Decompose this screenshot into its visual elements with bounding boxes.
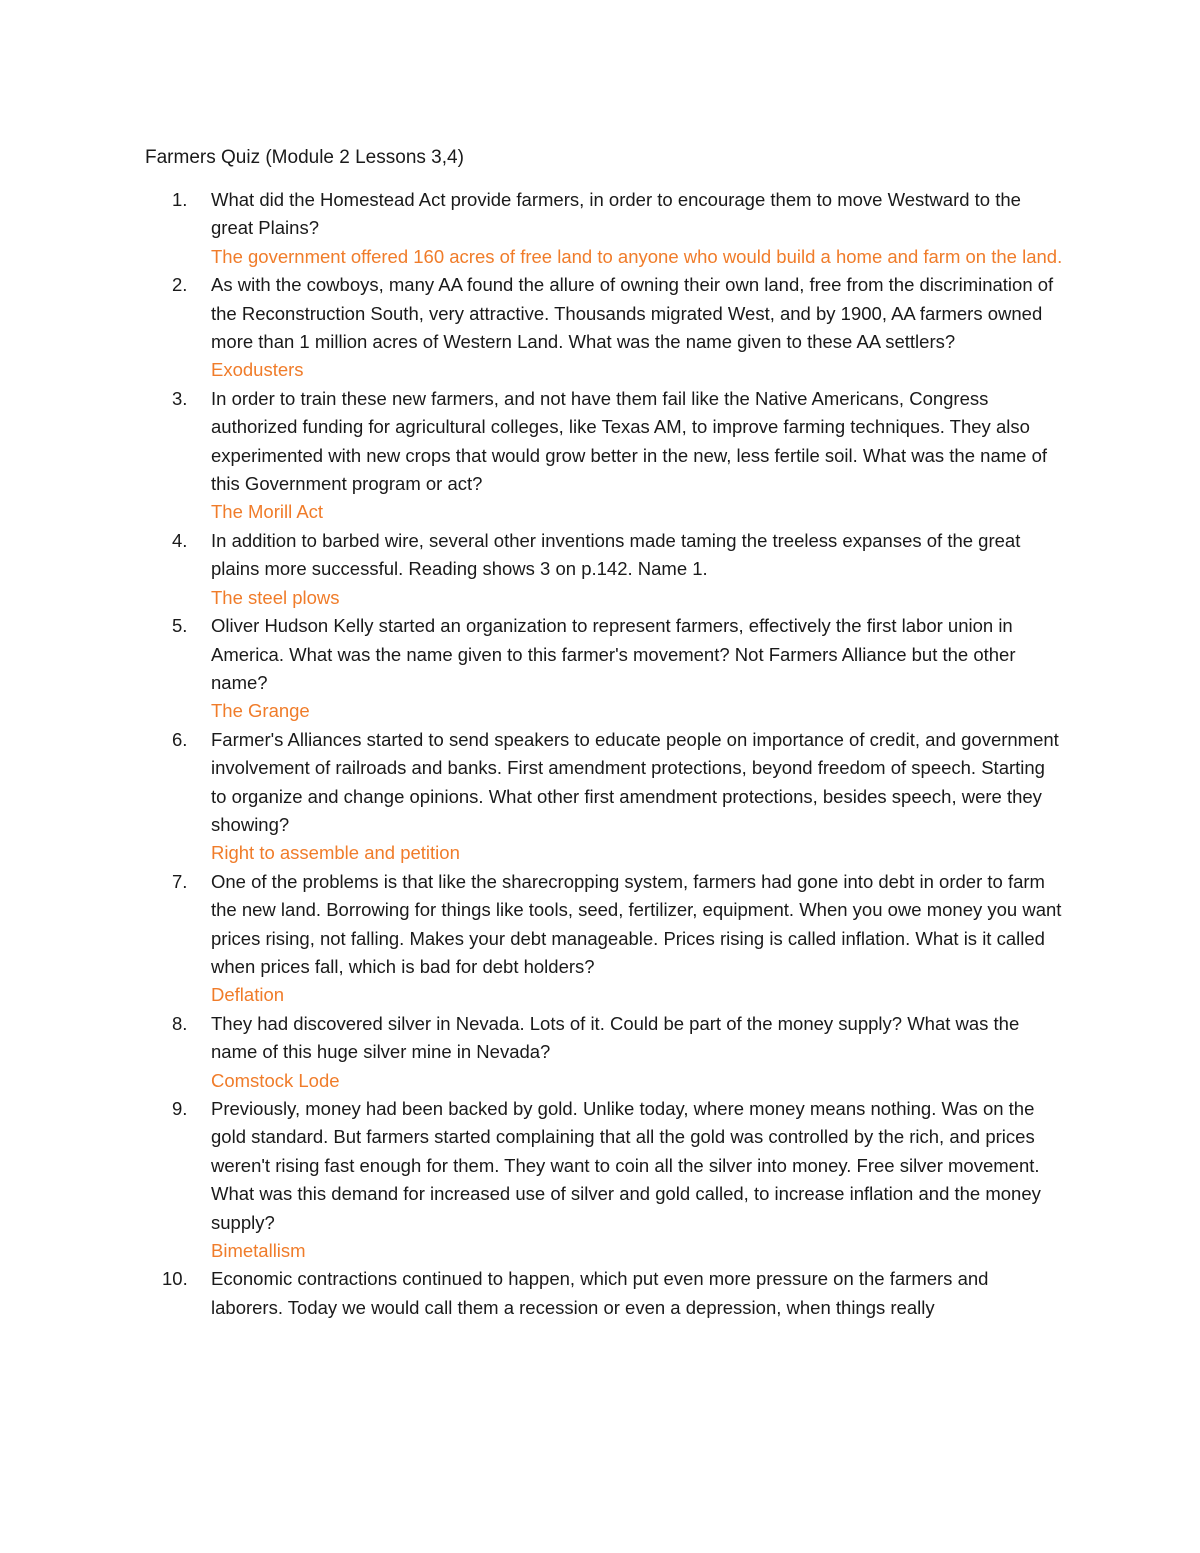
question-number: 6. — [172, 728, 188, 750]
question-item — [145, 1095, 1065, 1265]
question-text: What did the Homestead Act provide farmers, in order to encourage them to move Westward to the great Plains? — [211, 189, 1021, 239]
question-number: 4. — [172, 529, 188, 551]
question-item — [145, 1010, 1065, 1095]
question-number: 2. — [172, 274, 188, 296]
question-number: 8. — [172, 1012, 188, 1034]
question-item — [145, 612, 1065, 726]
document-title: Farmers Quiz (Module 2 Lessons 3,4) — [145, 147, 464, 168]
answer-text: The government offered 160 acres of free land to anyone who would build a home and farm on the land. — [211, 245, 1063, 267]
question-text: Economic contractions continued to happen, which put even more pressure on the farmers and laborers. Today we would call them a recession or even a depression, when things really — [211, 1268, 989, 1318]
answer-text: Bimetallism — [211, 1240, 306, 1262]
question-item — [145, 271, 1065, 385]
question-text: In order to train these new farmers, and not have them fail like the Native Americans, Congress authorized funding for agricultural colleges, like Texas AM, to improve farming techniques. They also experimented with new crops that would grow better in the new, less fertile soil. What was the name of this Government program or act? — [211, 387, 1047, 495]
question-text: In addition to barbed wire, several other inventions made taming the treeless expanses of the great plains more successful. Reading shows 3 on p.142. Name 1. — [211, 529, 1021, 580]
answer-text: The steel plows — [211, 586, 340, 608]
question-list — [145, 186, 1065, 1322]
question-text: Oliver Hudson Kelly started an organization to represent farmers, effectively the first labor union in America. What was the name given to this farmer's movement? Not Farmers Alliance but the other name? — [211, 615, 1016, 693]
question-item — [145, 1265, 1065, 1322]
question-number: 7. — [172, 870, 188, 892]
question-item — [145, 726, 1065, 868]
question-number: 5. — [172, 615, 188, 637]
answer-text: Exodusters — [211, 359, 304, 381]
answer-text: The Grange — [211, 700, 310, 722]
question-text: Farmer's Alliances started to send speakers to educate people on importance of credit, and government involvement of railroads and banks. First amendment protections, beyond freedom of speech. Starting to organize and change opinions. What other first amendment protections, besides speech, were they showing? — [211, 728, 1059, 835]
answer-text: Right to assemble and petition — [211, 842, 460, 864]
question-item — [145, 527, 1065, 612]
question-item — [145, 868, 1065, 1010]
question-number: 10. — [162, 1268, 188, 1290]
question-text: Previously, money had been backed by gold. Unlike today, where money means nothing. Was on the gold standard. But farmers started complaining that all the gold was controlled by the rich, and prices weren't rising fast enough for them. They want to coin all the silver into money. Free silver movement. What was this demand for increased use of silver and gold called, to increase inflation and the money supply? — [211, 1098, 1041, 1233]
answer-text: Comstock Lode — [211, 1069, 340, 1091]
answer-text: Deflation — [211, 984, 285, 1006]
question-item — [145, 186, 1065, 271]
question-number: 1. — [172, 189, 188, 210]
question-text: One of the problems is that like the sharecropping system, farmers had gone into debt in order to farm the new land. Borrowing for things like tools, seed, fertilizer, equipment. When you owe money you want prices rising, not falling. Makes your debt manageable. Prices rising is called inflation. What is it called when prices fall, which is bad for debt holders? — [211, 870, 1062, 977]
question-text: They had discovered silver in Nevada. Lots of it. Could be part of the money supply? What was the name of this huge silver mine in Nevada? — [211, 1012, 1020, 1063]
question-number: 3. — [172, 387, 188, 409]
question-item — [145, 385, 1065, 527]
answer-text: The Morill Act — [211, 501, 324, 523]
question-number: 9. — [172, 1098, 188, 1119]
question-text: As with the cowboys, many AA found the allure of owning their own land, free from the discrimination of the Reconstruction South, very attractive. Thousands migrated West, and by 1900, AA farmers owned more than 1 million acres of Western Land. What was the name given to these AA settlers? — [211, 274, 1054, 353]
